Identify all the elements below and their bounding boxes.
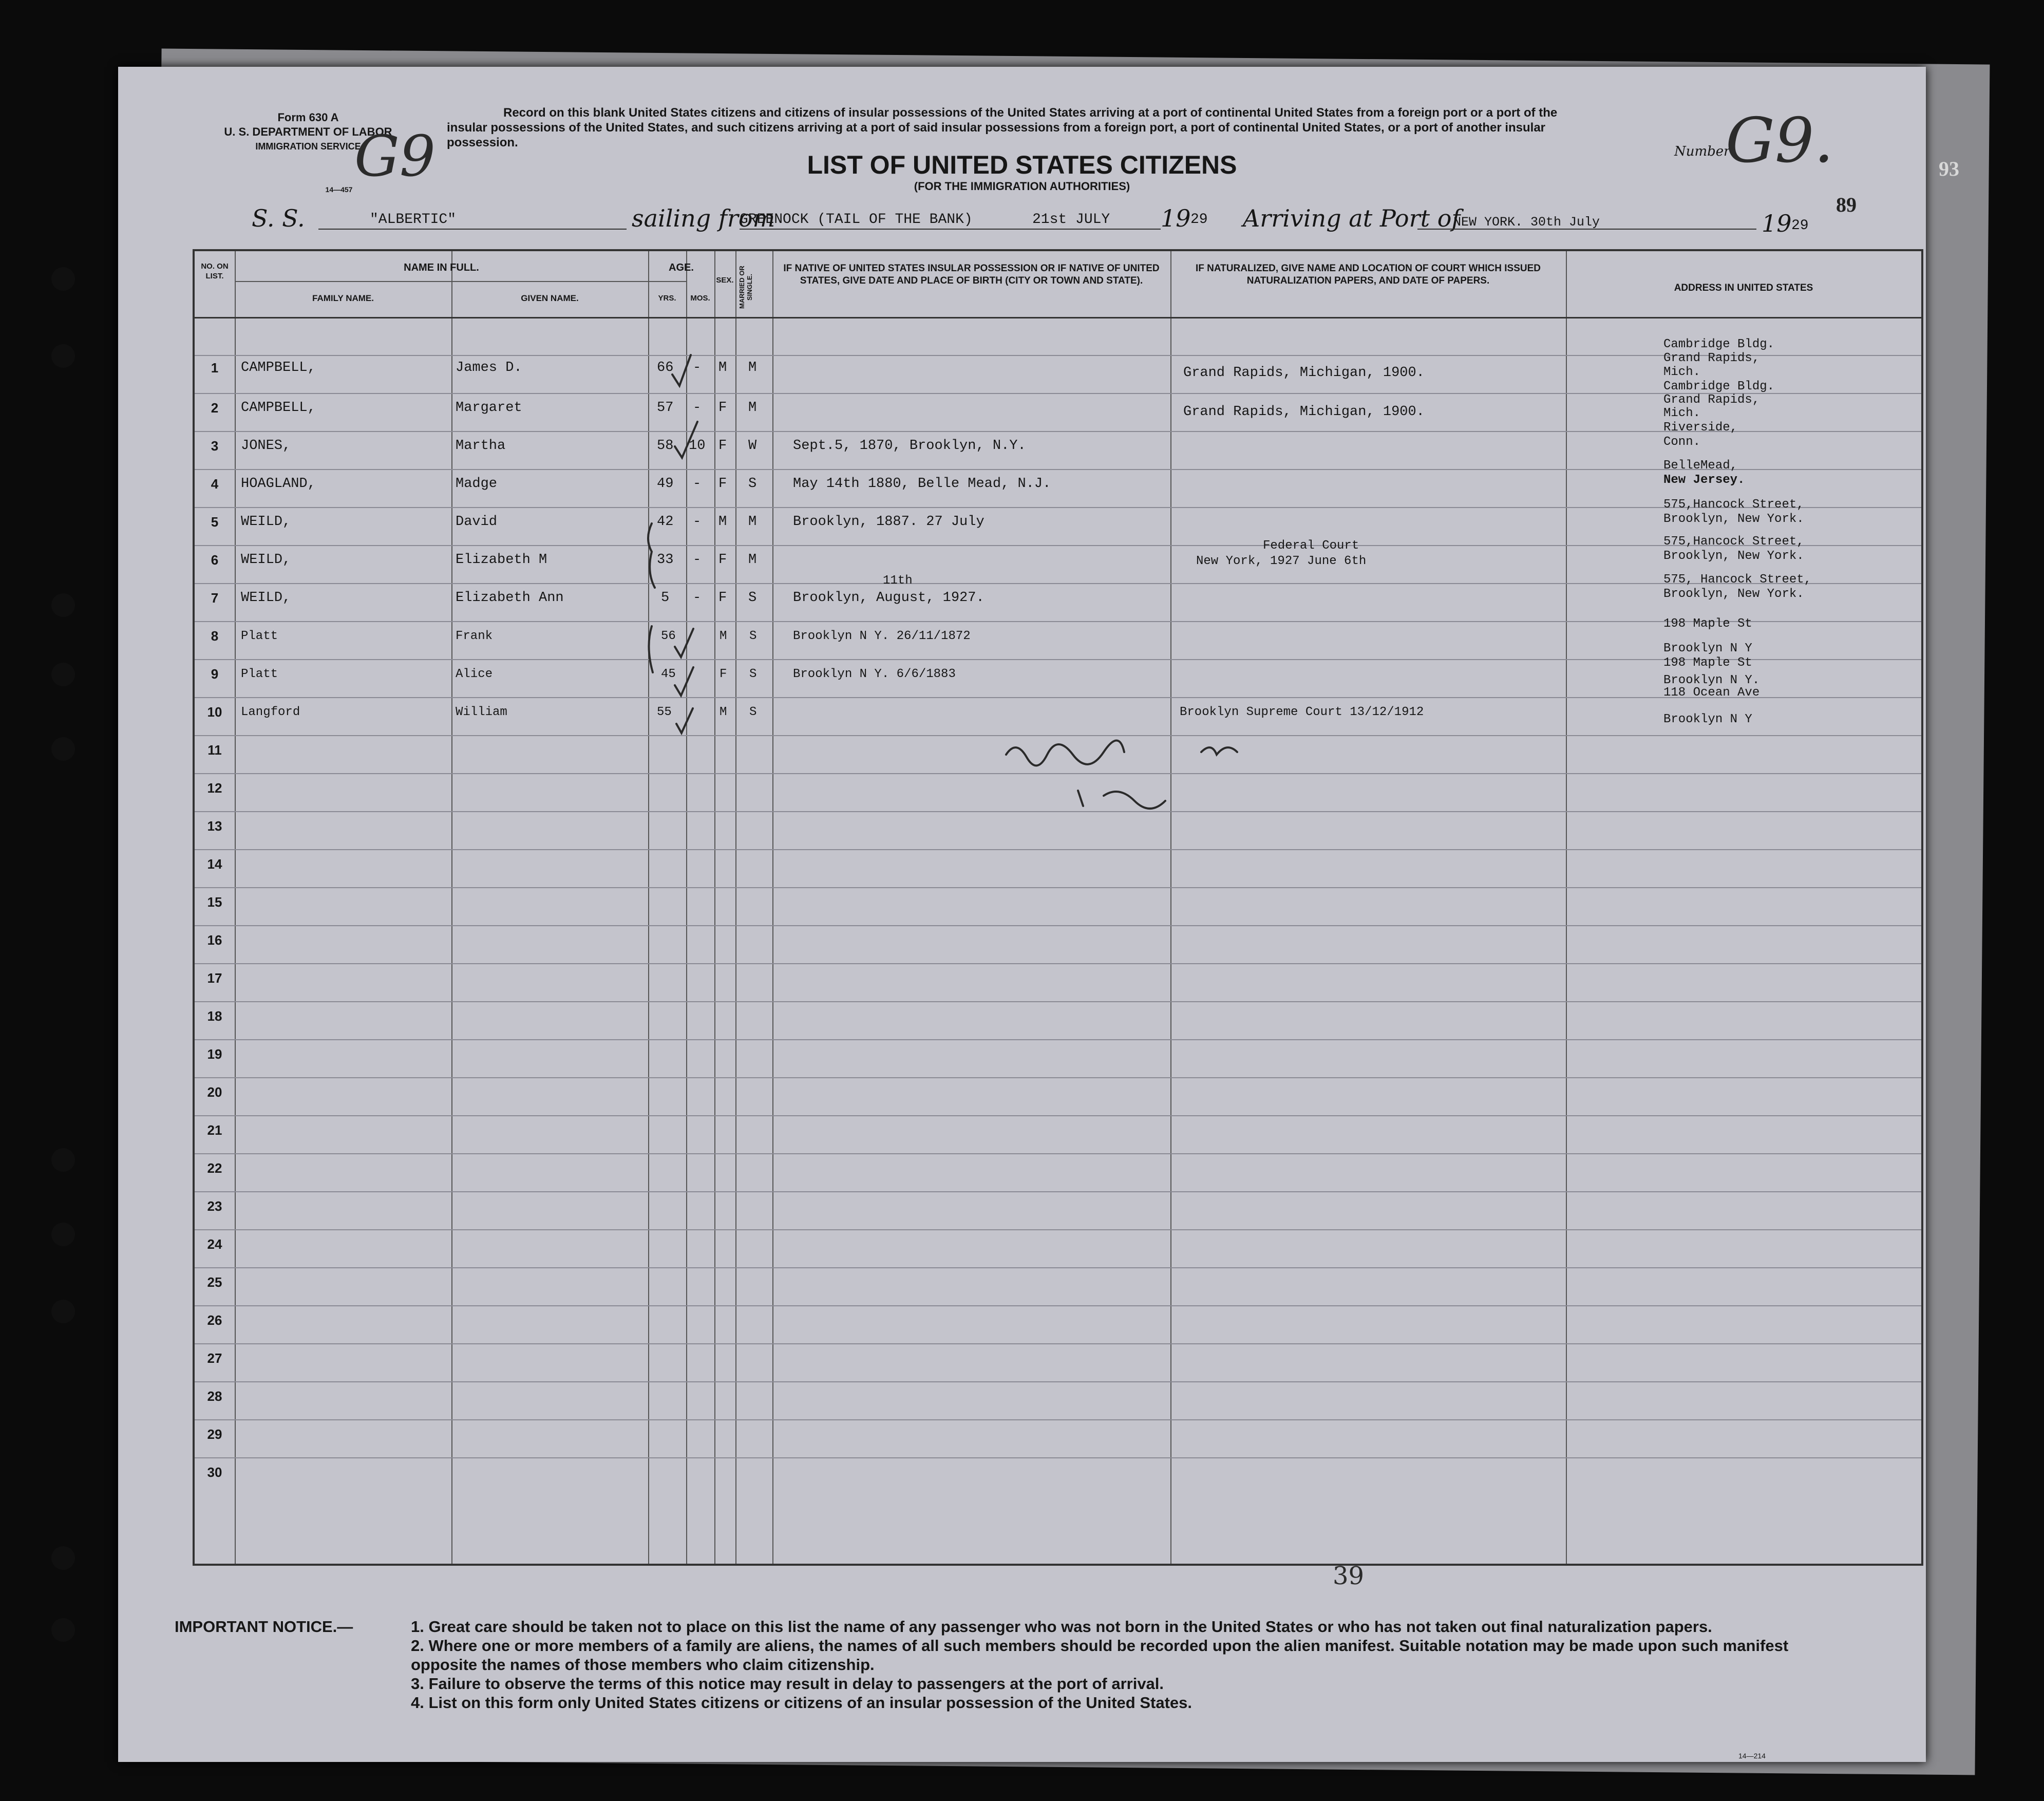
family-name: WEILD, <box>241 590 291 606</box>
notice-item: 2. Where one or more members of a family are aliens, the names of all such members should be recorded upon the alien manifest. Suitable notation may be made upon such manifest opposite the names of those members who claim citizenship. <box>411 1637 1789 1674</box>
important-notice <box>175 1617 1844 1712</box>
row-number: 25 <box>207 1274 222 1290</box>
marital-status: M <box>748 514 757 530</box>
family-name: Platt <box>241 629 278 643</box>
handwritten-check-marks <box>195 251 1921 1564</box>
family-name: Platt <box>241 667 278 681</box>
punch-hole <box>51 267 75 291</box>
manifest-table <box>193 249 1923 1566</box>
address-line1: 118 Ocean Ave <box>1663 686 1760 700</box>
row-number: 19 <box>207 1046 222 1062</box>
address-line1: Cambridge Bldg. <box>1663 380 1775 393</box>
age-months: - <box>693 514 702 530</box>
punch-hole <box>51 593 75 617</box>
page-number-mid: 89 <box>1836 193 1857 216</box>
age-months: - <box>693 360 702 376</box>
naturalization-court: Grand Rapids, Michigan, 1900. <box>1183 404 1425 420</box>
punch-hole <box>51 1148 75 1172</box>
form-subtitle: (FOR THE IMMIGRATION AUTHORITIES) <box>914 180 1130 193</box>
row-number: 3 <box>211 438 219 454</box>
row-number: 6 <box>211 552 219 568</box>
notice-item: 3. Failure to observe the terms of this notice may result in delay to passengers at the port of arrival. <box>411 1675 1164 1693</box>
form-department: U. S. DEPARTMENT OF LABOR <box>224 125 392 138</box>
address-line2: Brooklyn N Y. <box>1663 673 1760 687</box>
header-age-years: YRS. <box>658 294 676 303</box>
punch-hole <box>51 663 75 686</box>
marital-status: M <box>748 360 757 376</box>
page-number-top: 93 <box>1939 157 1959 180</box>
naturalization-court-detail: New York, 1927 June 6th <box>1196 554 1367 568</box>
punch-hole <box>51 1300 75 1323</box>
naturalization-court: Brooklyn Supreme Court 13/12/1912 <box>1180 705 1424 719</box>
arriving-label: Arriving at Port of <box>1243 204 1461 232</box>
marital-status: S <box>748 476 757 492</box>
row-number: 13 <box>207 818 222 834</box>
address-line2: Grand Rapids, <box>1663 393 1760 407</box>
birth-place: Brooklyn N Y. 6/6/1883 <box>793 667 956 681</box>
family-name: CAMPBELL, <box>241 400 316 416</box>
row-number: 16 <box>207 932 222 948</box>
naturalization-court: Grand Rapids, Michigan, 1900. <box>1183 365 1425 381</box>
row-number: 18 <box>207 1008 222 1024</box>
family-name: WEILD, <box>241 552 291 568</box>
sailing-label: sailing from <box>632 204 775 232</box>
address-line3: Mich. <box>1663 406 1701 420</box>
header-age: AGE. <box>669 262 694 273</box>
header-married-single: MARRIED OR SINGLE. <box>738 266 753 309</box>
family-name: CAMPBELL, <box>241 360 316 376</box>
sex: M <box>718 360 727 376</box>
marital-status: M <box>748 400 757 416</box>
form-code: 14—457 <box>325 185 353 194</box>
departure-port: GREENOCK (TAIL OF THE BANK) <box>740 212 973 228</box>
arrival-year: 29 <box>1791 218 1809 234</box>
address-line1: 575,Hancock Street, <box>1663 498 1804 512</box>
notice-item: 4. List on this form only United States citizens or citizens of an insular possession of the United States. <box>411 1694 1192 1712</box>
naturalization-court: Federal Court <box>1263 539 1359 553</box>
punch-hole <box>51 1618 75 1642</box>
row-number: 20 <box>207 1084 222 1100</box>
header-name-in-full: NAME IN FULL. <box>404 262 479 273</box>
address-line3: Mich. <box>1663 365 1701 379</box>
marital-status: W <box>748 438 757 454</box>
sail-year-prefix: 19 <box>1161 204 1191 232</box>
row-number: 23 <box>207 1198 222 1214</box>
address-line1: 198 Maple St <box>1663 617 1752 631</box>
birth-place: Sept.5, 1870, Brooklyn, N.Y. <box>793 438 1026 454</box>
birth-place: Brooklyn, 1887. 27 July <box>793 514 985 530</box>
age-years: 45 <box>661 667 676 681</box>
age-years: 5 <box>661 590 670 606</box>
address-line2: New Jersey. <box>1663 473 1745 487</box>
given-name: Elizabeth M <box>456 552 547 568</box>
row-number: 7 <box>211 590 219 606</box>
family-name: Langford <box>241 705 300 719</box>
age-months: - <box>693 476 702 492</box>
row-number: 2 <box>211 400 219 416</box>
row-number: 21 <box>207 1122 222 1138</box>
form-instructions: Record on this blank United States citizens and citizens of insular possessions of the United States arriving at a port of continental United States from a foreign port or a port of the insular possessions of the United States, and such citizens arriving at a port of said insular possessions from a foreign port, a port of continental United States, or a port of another insular possession. <box>447 106 1558 149</box>
row-number: 17 <box>207 970 222 986</box>
departure-underline <box>740 229 1161 230</box>
given-name: Alice <box>456 667 493 681</box>
family-name: WEILD, <box>241 514 291 530</box>
address-line1: Cambridge Bldg. <box>1663 337 1775 351</box>
departure-date: 21st JULY <box>1032 212 1110 228</box>
row-number: 29 <box>207 1427 222 1442</box>
sex: F <box>718 552 727 568</box>
address-line2: Conn. <box>1663 435 1701 449</box>
header-address: ADDRESS IN UNITED STATES <box>1674 283 1813 293</box>
row-number: 4 <box>211 476 219 492</box>
address-line2: Brooklyn, New York. <box>1663 512 1804 526</box>
row-number: 24 <box>207 1236 222 1252</box>
header-birth-place: IF NATIVE OF UNITED STATES INSULAR POSSESSION OR IF NATIVE OF UNITED STATES, GIVE DATE AND PLACE OF BIRTH (CITY OR TOWN AND STATE). <box>783 263 1160 286</box>
address-line2: Brooklyn, New York. <box>1663 549 1804 563</box>
address-line1: 575,Hancock Street, <box>1663 535 1804 549</box>
handwritten-number-right: G9. <box>1726 105 1834 177</box>
marital-status: S <box>749 629 757 643</box>
birth-place: May 14th 1880, Belle Mead, N.J. <box>793 476 1051 492</box>
sex: F <box>718 590 727 606</box>
birth-place: Brooklyn N Y. 26/11/1872 <box>793 629 971 643</box>
row-number: 10 <box>207 704 222 720</box>
header-no: NO. ON LIST. <box>201 262 229 280</box>
ship-underline <box>318 229 627 230</box>
notice-code: 14—214 <box>1738 1752 1766 1760</box>
number-label: Number <box>1674 144 1730 159</box>
age-years: 42 <box>657 514 674 530</box>
age-years: 58 <box>657 438 674 454</box>
ss-label: S. S. <box>252 204 305 232</box>
address-line1: 198 Maple St <box>1663 656 1752 670</box>
given-name: Frank <box>456 629 493 643</box>
row-number: 28 <box>207 1389 222 1404</box>
header-sex: SEX. <box>716 276 734 285</box>
notice-item: 1. Great care should be taken not to place on this list the name of any passenger who was not born in the United States or who has not taken out final naturalization papers. <box>411 1618 1712 1636</box>
sex: F <box>720 667 727 681</box>
given-name: Madge <box>456 476 498 492</box>
age-years: 33 <box>657 552 674 568</box>
age-years: 56 <box>661 629 676 643</box>
address-line2: Grand Rapids, <box>1663 351 1760 365</box>
age-years: 55 <box>657 705 672 719</box>
marital-status: S <box>749 705 757 719</box>
age-months: 10 <box>689 438 706 454</box>
ship-name: "ALBERTIC" <box>370 212 457 228</box>
handwritten-list-number: G9 <box>354 123 436 189</box>
row-number: 11 <box>207 742 222 758</box>
form-service: IMMIGRATION SERVICE <box>255 141 361 152</box>
punch-hole <box>51 1223 75 1246</box>
address-line1: Riverside, <box>1663 421 1738 435</box>
age-months: - <box>693 552 702 568</box>
form-number: Form 630 A <box>277 111 339 124</box>
age-months: - <box>693 400 702 416</box>
row-number: 30 <box>207 1465 222 1480</box>
age-months: - <box>693 590 702 606</box>
row-number: 5 <box>211 514 219 530</box>
marital-status: S <box>749 667 757 681</box>
address-line1: BelleMead, <box>1663 459 1738 473</box>
sail-year: 29 <box>1190 212 1208 228</box>
punch-hole <box>51 737 75 761</box>
row-number: 9 <box>211 666 219 682</box>
row-number: 12 <box>207 780 222 796</box>
header-family-name: FAMILY NAME. <box>312 293 374 303</box>
address-line2: Brooklyn N Y <box>1663 642 1752 655</box>
notice-label: IMPORTANT NOTICE.— <box>175 1618 353 1636</box>
page-mark: 39 <box>1333 1562 1365 1590</box>
header-age-months: MOS. <box>690 294 710 303</box>
punch-hole <box>51 1546 75 1570</box>
row-number: 15 <box>207 894 222 910</box>
family-name: HOAGLAND, <box>241 476 316 492</box>
given-name: Elizabeth Ann <box>456 590 564 606</box>
address-line2: Brooklyn N Y <box>1663 712 1752 726</box>
age-years: 49 <box>657 476 674 492</box>
header-naturalization: IF NATURALIZED, GIVE NAME AND LOCATION OF COURT WHICH ISSUED NATURALIZATION PAPERS, AND DATE OF PAPERS. <box>1195 263 1541 286</box>
given-name: Margaret <box>456 400 522 416</box>
age-years: 57 <box>657 400 674 416</box>
given-name: James D. <box>456 360 522 376</box>
given-name: David <box>456 514 498 530</box>
arrival-year-prefix: 19 <box>1762 210 1792 237</box>
family-name: JONES, <box>241 438 291 454</box>
form-title: LIST OF UNITED STATES CITIZENS <box>807 151 1237 179</box>
birth-day-note: 11th <box>883 574 913 588</box>
sex: M <box>720 705 727 719</box>
given-name: William <box>456 705 507 719</box>
punch-hole <box>51 344 75 368</box>
row-number: 8 <box>211 628 219 644</box>
sex: M <box>718 514 727 530</box>
row-number: 1 <box>211 360 219 376</box>
sex: F <box>718 400 727 416</box>
age-years: 66 <box>657 360 674 376</box>
address-line2: Brooklyn, New York. <box>1663 587 1804 601</box>
row-number: 26 <box>207 1312 222 1328</box>
marital-status: S <box>748 590 757 606</box>
sex: F <box>718 476 727 492</box>
address-line1: 575, Hancock Street, <box>1663 573 1812 587</box>
row-number: 27 <box>207 1350 222 1366</box>
marital-status: M <box>748 552 757 568</box>
arrival-port: NEW YORK. 30th July <box>1453 215 1600 230</box>
given-name: Martha <box>456 438 506 454</box>
sex: M <box>720 629 727 643</box>
row-number: 14 <box>207 856 222 872</box>
sex: F <box>718 438 727 454</box>
row-number: 22 <box>207 1160 222 1176</box>
header-given-name: GIVEN NAME. <box>521 293 579 303</box>
birth-place: Brooklyn, August, 1927. <box>793 590 985 606</box>
